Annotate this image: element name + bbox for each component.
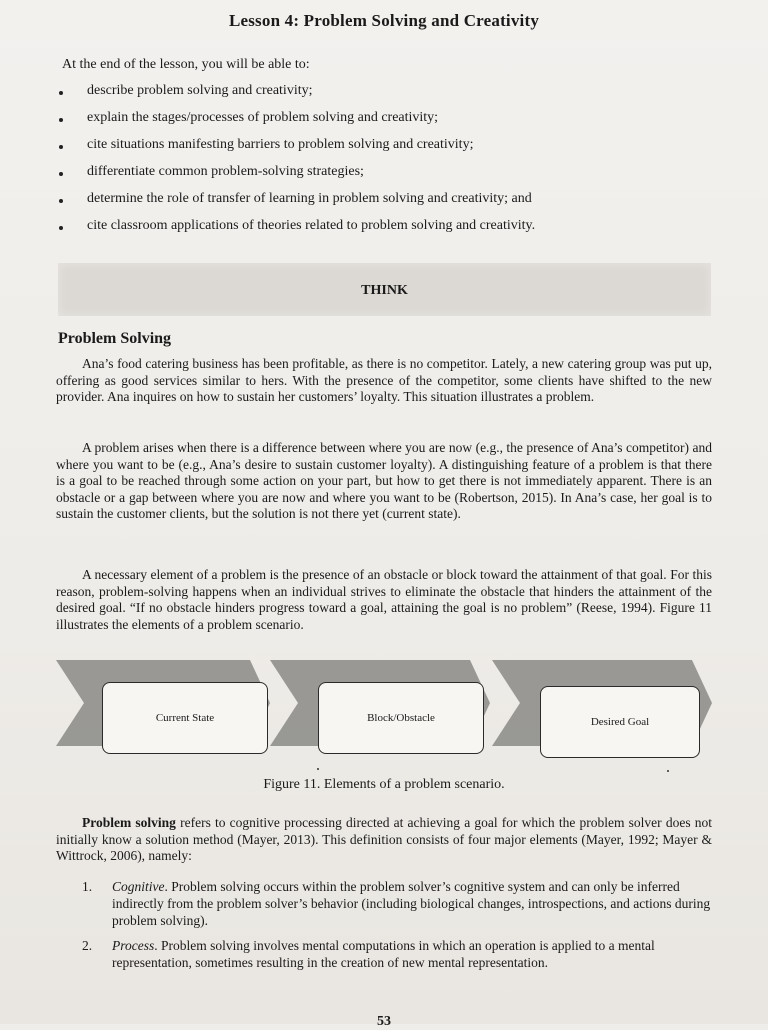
bullet-icon	[59, 172, 63, 176]
objective-item: differentiate common problem-solving strategies;	[56, 163, 736, 190]
desired-goal-box: Desired Goal	[540, 686, 700, 758]
figure-caption: Figure 11. Elements of a problem scenario.	[263, 777, 505, 792]
bullet-icon	[59, 145, 63, 149]
current-state-box: Current State	[102, 682, 268, 754]
paragraph: A problem arises when there is a difference between where you are now (e.g., the presence of Ana’s competitor) and where you want to be (e.g., Ana’s desire to sustain customer loyalty). A distinguishing feature of a problem is that there is a goal to be reached through some action on your part, but how to get there is not immediately apparent. There is an obstacle or a gap between where you are now and where you want to be (Robertson, 2015). In Ana’s case, her goal is to sustain the customer clients, but the solution is not there yet (current state).	[56, 440, 712, 521]
obstacle-box: Block/Obstacle	[318, 682, 484, 754]
objective-item: cite classroom applications of theories related to problem solving and creativity.	[56, 217, 736, 244]
think-banner	[58, 263, 711, 316]
paragraph: Ana’s food catering business has been profitable, as there is no competitor. Lately, a new catering group was put up, offering as good services similar to hers. With the presence of the competitor, some clients have shifted to the new provider. Ana inquires on how to sustain her customers’ loyalty. This situation illustrates a problem.	[56, 356, 712, 404]
paragraph: A necessary element of a problem is the presence of an obstacle or block toward the attainment of that goal. For this reason, problem-solving happens when an individual strives to eliminate the obstacle that hinders the attainment of the desired goal. “If no obstacle hinders progress toward a goal, attaining the goal is no problem” (Reese, 1994). Figure 11 illustrates the elements of a problem scenario.	[56, 567, 712, 632]
section-heading: Problem Solving	[58, 330, 172, 347]
bullet-icon	[59, 91, 63, 95]
bullet-icon	[59, 199, 63, 203]
bullet-icon	[59, 118, 63, 122]
elements-list	[82, 878, 712, 979]
lesson-title: Lesson 4: Problem Solving and Creativity	[228, 11, 540, 30]
speck	[317, 768, 319, 770]
objective-item: determine the role of transfer of learning in problem solving and creativity; and	[56, 190, 736, 217]
element-item: 1. Cognitive. Problem solving occurs within the problem solver’s cognitive system and can only be inferred indirectly from the problem solver’s behavior (including biological changes, introspections, and actions during problem solving).	[82, 879, 711, 928]
speck	[667, 770, 669, 772]
objectives-intro: At the end of the lesson, you will be able to:	[62, 57, 310, 72]
page-number: 53	[377, 1014, 391, 1029]
objectives-list	[56, 82, 736, 244]
element-term: Process	[112, 938, 155, 953]
think-label: THINK	[361, 283, 408, 298]
objective-item: explain the stages/processes of problem solving and creativity;	[56, 109, 736, 136]
problem-scenario-figure	[0, 655, 768, 765]
bullet-icon	[59, 226, 63, 230]
objective-item: describe problem solving and creativity;	[56, 82, 736, 109]
objective-item: cite situations manifesting barriers to problem solving and creativity;	[56, 136, 736, 163]
definition-paragraph	[56, 815, 712, 865]
element-item: 2. Process. Problem solving involves mental computations in which an operation is applied to a mental representation, sometimes resulting in the creation of new mental representation.	[82, 938, 655, 970]
element-term: Cognitive	[112, 879, 165, 894]
definition-text: refers to cognitive processing directed at achieving a goal for which the problem solver does not initially know a solution method (Mayer, 2013). This definition consists of four major elements (Mayer, 1992; Mayer & Wittrock, 2006), namely:	[56, 815, 712, 863]
definition-term: Problem solving	[82, 815, 176, 830]
